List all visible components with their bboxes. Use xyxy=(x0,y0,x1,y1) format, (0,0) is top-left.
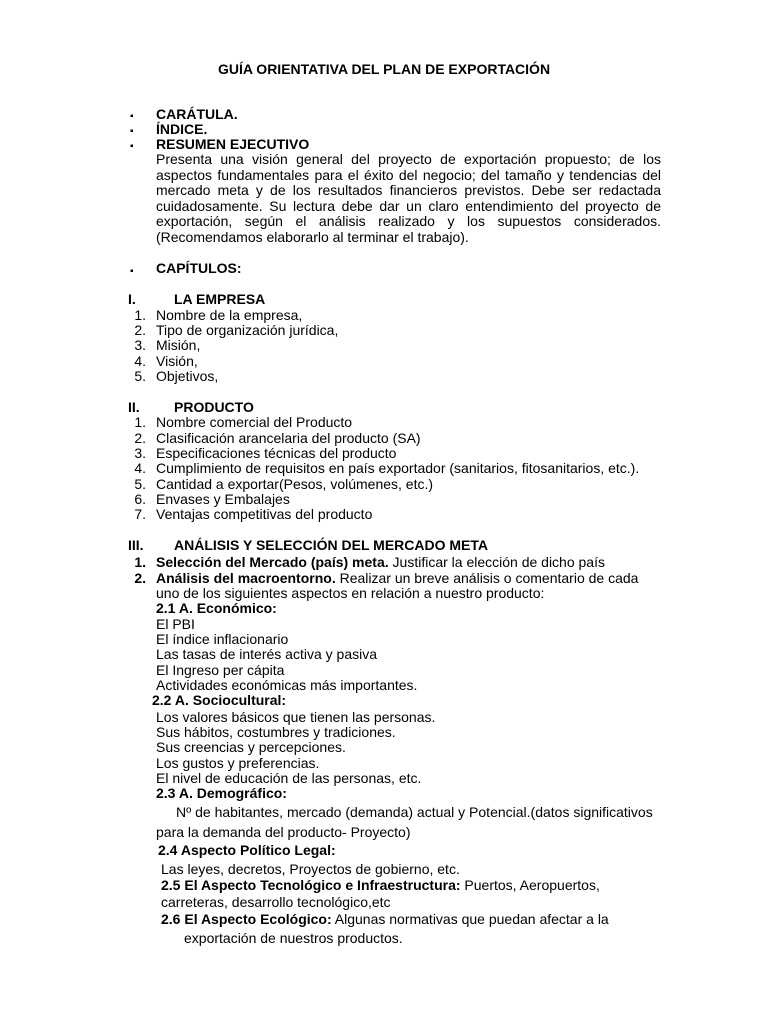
list-item: Especificaciones técnicas del producto xyxy=(156,445,397,461)
bullet-icon: ▪ xyxy=(130,126,134,137)
list-item-bold: Análisis del macroentorno. xyxy=(156,570,336,586)
subsection-line: Los gustos y preferencias. xyxy=(156,755,320,771)
bullet-icon: ▪ xyxy=(130,266,134,277)
list-item: Misión, xyxy=(156,337,201,353)
subsection-line: carreteras, desarrollo tecnológico,etc xyxy=(161,894,391,910)
subsection-line: exportación de nuestros productos. xyxy=(184,930,403,946)
subsection-line: El PBI xyxy=(156,616,195,632)
section-heading: ANÁLISIS Y SELECCIÓN DEL MERCADO META xyxy=(174,537,488,553)
subsection-line: El índice inflacionario xyxy=(156,631,289,647)
subsection-line: Los valores básicos que tienen las personas. xyxy=(156,709,436,725)
list-item: Cantidad a exportar(Pesos, volúmenes, etc.) xyxy=(156,476,434,492)
section-numeral: II. xyxy=(128,399,140,415)
bullet-resumen: RESUMEN EJECUTIVO xyxy=(156,136,310,152)
paragraph-line: aspectos fundamentales para el éxito del negocio; del tamaño y tendencias del xyxy=(156,166,661,183)
subsection-heading: 2.4 Aspecto Político Legal: xyxy=(158,842,336,858)
list-item: Nombre de la empresa, xyxy=(156,307,303,323)
subsection-line: Sus hábitos, costumbres y tradiciones. xyxy=(156,724,396,740)
list-item-continuation: uno de los siguientes aspectos en relación a nuestro producto: xyxy=(156,585,545,601)
list-item: Clasificación arancelaria del producto (SA) xyxy=(156,430,421,446)
subsection-line: para la demanda del producto- Proyecto) xyxy=(156,824,411,840)
subsection-heading: 2.1 A. Económico: xyxy=(156,600,277,616)
list-number: 5. xyxy=(134,476,146,492)
list-number: 4. xyxy=(134,353,146,369)
bullet-caratula: CARÁTULA. xyxy=(156,106,238,122)
list-number: 3. xyxy=(134,445,146,461)
subsection-line xyxy=(161,878,600,894)
list-number: 1. xyxy=(134,307,146,323)
section-numeral: I. xyxy=(128,291,136,307)
list-number: 2. xyxy=(134,570,146,586)
paragraph-line: cuidadosamente. Su lectura debe dar un claro entendimiento del proyecto de xyxy=(156,197,661,214)
bullet-icon: ▪ xyxy=(130,111,134,122)
paragraph-line: mercado meta y de los resultados financieros previstos. Debe ser redactada xyxy=(156,182,661,198)
list-number: 2. xyxy=(134,430,146,446)
resumen-paragraph xyxy=(156,152,661,245)
paragraph-line: exportación, según el análisis realizado y los supuestos considerados. xyxy=(156,213,661,229)
list-item: Nombre comercial del Producto xyxy=(156,414,353,430)
list-number: 4. xyxy=(134,460,146,476)
list-number: 3. xyxy=(134,337,146,353)
list-number: 1. xyxy=(134,554,146,570)
subsection-heading: 2.2 A. Sociocultural: xyxy=(152,692,287,708)
list-item: Envases y Embalajes xyxy=(156,491,290,507)
bullet-indice: ÍNDICE. xyxy=(156,121,208,137)
subsection-line: Las tasas de interés activa y pasiva xyxy=(156,646,378,662)
list-item: Cumplimiento de requisitos en país exportador (sanitarios, fitosanitarios, etc.). xyxy=(156,460,640,476)
list-item: Ventajas competitivas del producto xyxy=(156,506,373,522)
section-heading: PRODUCTO xyxy=(174,399,254,415)
subsection-line: Las leyes, decretos, Proyectos de gobierno, etc. xyxy=(161,861,460,877)
list-number: 5. xyxy=(134,368,146,384)
subsection-heading: 2.5 El Aspecto Tecnológico e Infraestructura: xyxy=(161,877,461,893)
subsection-line: Nº de habitantes, mercado (demanda) actual y Potencial.(datos significativos xyxy=(176,804,653,820)
document-title: GUÍA ORIENTATIVA DEL PLAN DE EXPORTACIÓN xyxy=(217,61,551,77)
section-numeral: III. xyxy=(128,537,144,553)
bullet-icon: ▪ xyxy=(130,141,134,152)
list-item: Objetivos, xyxy=(156,368,219,384)
list-number: 2. xyxy=(134,322,146,338)
subsection-line xyxy=(161,912,609,928)
list-item xyxy=(156,555,605,571)
paragraph-line: Presenta una visión general del proyecto de exportación propuesto; de los xyxy=(156,151,661,167)
bullet-capitulos: CAPÍTULOS: xyxy=(156,260,242,276)
subsection-line: Actividades económicas más importantes. xyxy=(156,677,418,693)
list-number: 1. xyxy=(134,414,146,430)
list-number: 7. xyxy=(134,506,146,522)
paragraph-line: (Recomendamos elaborarlo al terminar el trabajo). xyxy=(156,228,469,245)
list-item-bold: Selección del Mercado (país) meta. xyxy=(156,554,389,570)
list-item: Visión, xyxy=(156,353,198,369)
list-item-text: Realizar un breve análisis o comentario de cada xyxy=(335,570,639,586)
list-item: Tipo de organización jurídica, xyxy=(156,322,339,338)
list-number: 6. xyxy=(134,491,146,507)
section-heading: LA EMPRESA xyxy=(174,291,266,307)
subsection-heading: 2.6 El Aspecto Ecológico: xyxy=(161,911,332,927)
list-item-text: Justificar la elección de dicho país xyxy=(388,554,605,570)
subsection-line: Sus creencias y percepciones. xyxy=(156,739,346,755)
subsection-heading: 2.3 A. Demográfico: xyxy=(156,785,287,801)
subsection-line: El Ingreso per cápita xyxy=(156,662,285,678)
subsection-line: El nivel de educación de las personas, etc. xyxy=(156,770,422,786)
subsection-text: Algunas normativas que puedan afectar a la xyxy=(331,911,609,927)
subsection-text: Puertos, Aeropuertos, xyxy=(460,877,600,893)
